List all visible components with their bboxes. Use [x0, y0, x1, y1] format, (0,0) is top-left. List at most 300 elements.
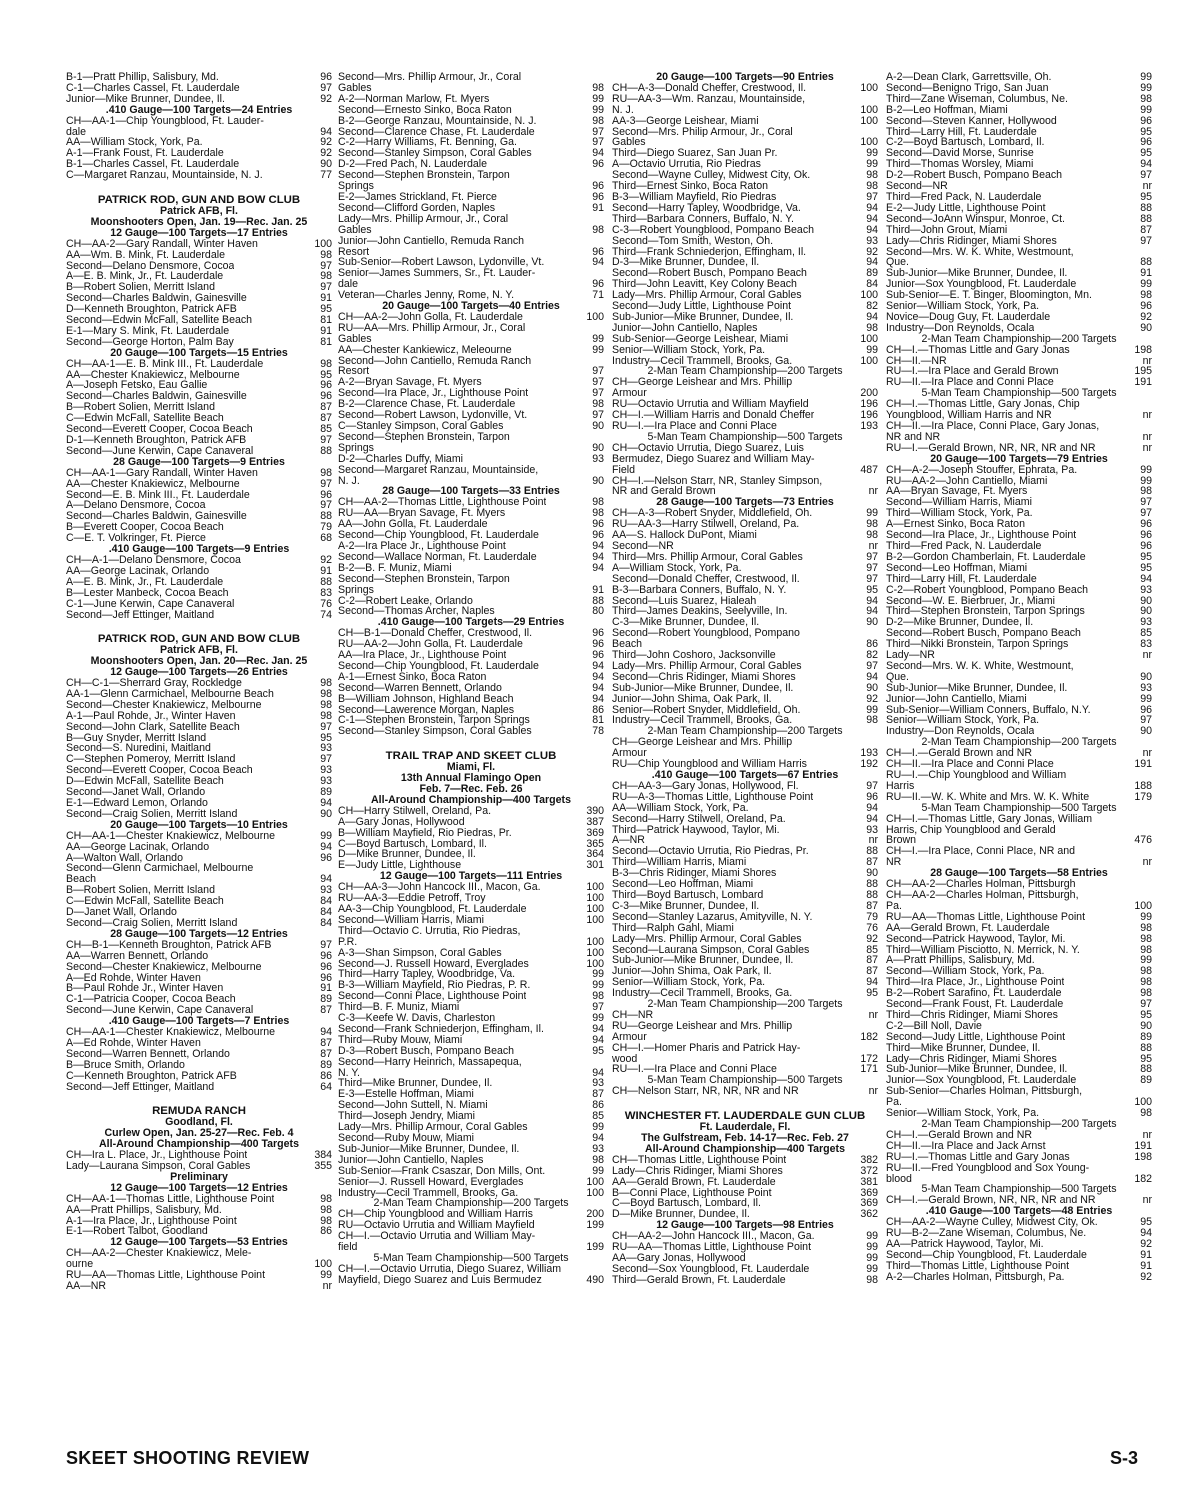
- score: 94: [866, 606, 878, 618]
- shooter-name: Mayfield, Diego Suarez and Luis Bermudez: [338, 1274, 542, 1286]
- result-row: [886, 410, 1152, 421]
- score: 96: [320, 852, 332, 864]
- result-row: [338, 203, 604, 214]
- shooter-name: Second—Warren Bennett, Orlando: [338, 682, 502, 694]
- result-row: [886, 1097, 1152, 1108]
- result-row: [612, 519, 878, 530]
- result-row: [612, 923, 878, 934]
- result-row: [886, 421, 1152, 432]
- score: 100: [586, 882, 604, 894]
- result-row: [338, 1242, 604, 1253]
- score: 100: [586, 936, 604, 948]
- result-row: [66, 170, 332, 181]
- score: 99: [866, 1242, 878, 1253]
- score: 99: [1140, 72, 1152, 83]
- result-row: [338, 1100, 604, 1111]
- event-heading: .410 Gauge—100 Targets—7 Entries: [108, 1016, 290, 1028]
- result-row: [338, 268, 604, 279]
- score: 91: [592, 584, 604, 596]
- event-heading: 2-Man Team Championship—200 Targets: [647, 726, 843, 738]
- score: 96: [592, 246, 604, 258]
- shooter-name: RU—George Leishear and Mrs. Phillip: [612, 1020, 793, 1032]
- score: 96: [866, 791, 878, 803]
- shooter-name: Second—NR: [612, 540, 674, 552]
- shooter-name: C-3—Keefe W. Davis, Charleston: [338, 1013, 496, 1024]
- result-row: [66, 239, 332, 250]
- shooter-name: blood: [886, 1173, 912, 1185]
- result-row: [338, 181, 604, 192]
- score: 97: [1140, 170, 1152, 182]
- shooter-name: Second—Everett Cooper, Cocoa Beach: [66, 424, 253, 435]
- score: 90: [592, 421, 604, 432]
- result-row: [886, 127, 1152, 138]
- score: 93: [320, 765, 332, 777]
- result-row: [66, 116, 332, 127]
- result-row: [338, 519, 604, 530]
- shooter-name: Second—Mrs. Phillip Armour, Jr., Coral: [338, 72, 522, 83]
- result-row: [66, 1071, 332, 1082]
- result-row: [66, 1248, 332, 1259]
- result-row: [612, 356, 878, 367]
- score: 100: [586, 893, 604, 904]
- shooter-name: AA—John Golla, Ft. Lauderdale: [338, 519, 488, 531]
- score: 94: [866, 595, 878, 607]
- shooter-name: Second—Chip Youngblood, Ft. Lauderdale: [338, 660, 539, 672]
- shooter-name: RU—I.—Chip Youngblood and William: [886, 770, 1067, 781]
- result-row: [612, 1021, 878, 1032]
- result-row: [66, 1060, 332, 1071]
- score: 79: [866, 911, 878, 923]
- shooter-name: Third—James Deakins, Seelyville, In.: [612, 606, 788, 618]
- score: 96: [592, 181, 604, 192]
- result-row: [338, 1068, 604, 1079]
- result-row: [886, 1163, 1152, 1174]
- event-heading: 5-Man Team Championship—500 Targets: [921, 1184, 1117, 1196]
- shooter-name: C—Edwin McFall, Satellite Beach: [66, 896, 224, 908]
- shooter-name: B-2—Clarence Chase, Ft. Lauderdale: [338, 399, 516, 411]
- result-row: [66, 293, 332, 304]
- score: 85: [320, 424, 332, 435]
- event-heading: 5-Man Team Championship—500 Targets: [373, 1252, 569, 1264]
- score: 88: [1140, 202, 1152, 214]
- shooter-name: Third—Frank Schniederjon, Effingham, Il.: [612, 246, 807, 258]
- score: 98: [1140, 933, 1152, 945]
- score: 95: [866, 988, 878, 1000]
- result-row: [66, 380, 332, 391]
- shooter-name: RU—I.—Ira Place and Conni Place: [612, 421, 777, 432]
- result-row: [612, 781, 878, 792]
- result-row: [66, 511, 332, 522]
- score: 84: [320, 896, 332, 908]
- result-row: [338, 1166, 604, 1177]
- score: 91: [592, 202, 604, 214]
- shooter-name: C-1—June Kerwin, Cape Canaveral: [66, 598, 235, 610]
- score: 92: [320, 93, 332, 105]
- score: 92: [1140, 1238, 1152, 1250]
- shooter-name: Brown: [886, 835, 917, 847]
- score: 97: [592, 137, 604, 149]
- shooter-name: Second—Craig Solien, Merritt Island: [66, 917, 238, 929]
- result-row: [612, 83, 878, 94]
- shooter-name: RU—AA-2—John Golla, Ft. Lauderdale: [338, 639, 523, 651]
- score: 86: [320, 1226, 332, 1238]
- event-heading: Goodland, Fl.: [165, 1117, 233, 1129]
- score: 96: [320, 961, 332, 973]
- result-row: [338, 817, 604, 828]
- score: 99: [320, 830, 332, 842]
- result-row: [612, 792, 878, 803]
- score: 88: [866, 846, 878, 858]
- shooter-name: Sub-Senior—Robert Lawson, Lydonville, Vt.: [338, 257, 545, 269]
- score: 98: [592, 508, 604, 520]
- event-heading: 13th Annual Flamingo Open: [400, 773, 542, 784]
- shooter-name: Senior—James Summers, Sr., Ft. Lauder-: [338, 268, 536, 280]
- score: 81: [320, 336, 332, 348]
- result-row: [612, 650, 878, 661]
- score: 98: [1140, 486, 1152, 498]
- result-row: [338, 421, 604, 432]
- shooter-name: Second—Stanley Lazarus, Amityville, N. Y.: [612, 911, 813, 923]
- result-row: [338, 345, 604, 356]
- result-row: [612, 541, 878, 552]
- shooter-name: Beach: [612, 639, 643, 651]
- score: 93: [1140, 682, 1152, 694]
- shooter-name: Bermudez, Diego Suarez and William May-: [612, 453, 815, 465]
- shooter-name: Second—Judy Little, Lighthouse Point: [612, 301, 792, 312]
- result-row: [338, 849, 604, 860]
- section-spacer: [66, 181, 332, 195]
- result-row: [338, 454, 604, 465]
- result-row: [338, 388, 604, 399]
- shooter-name: C-1—Patricia Cooper, Cocoa Beach: [66, 994, 236, 1006]
- result-row: [612, 214, 878, 225]
- result-row: [886, 1174, 1152, 1185]
- score: 98: [592, 1154, 604, 1166]
- shooter-name: Lady—Mrs. Phillip Armour, Coral Gables: [338, 1122, 528, 1133]
- shooter-name: Second—Chip Youngblood, Ft. Lauderdale: [338, 530, 539, 541]
- shooter-name: D-1—Kenneth Broughton, Patrick AFB: [66, 435, 247, 446]
- result-row: [612, 672, 878, 683]
- result-row: [66, 1205, 332, 1216]
- score: 98: [866, 170, 878, 182]
- result-row: [612, 279, 878, 290]
- event-heading: 2-Man Team Championship—200 Targets: [921, 737, 1117, 749]
- score: 99: [1140, 82, 1152, 94]
- result-row: [66, 983, 332, 994]
- shooter-name: B-3—Barbara Conners, Buffalo, N. Y.: [612, 584, 787, 596]
- score: 99: [1140, 693, 1152, 705]
- shooter-name: Third—Mike Brunner, Dundee, Il.: [338, 1078, 493, 1090]
- shooter-name: C-1—Charles Cassel, Ft. Lauderdale: [66, 82, 240, 94]
- result-row: [338, 497, 604, 508]
- score: 94: [592, 1023, 604, 1035]
- shooter-name: Second—Leo Hoffman, Miami: [612, 879, 754, 890]
- event-heading: 12 Gauge—100 Targets—111 Entries: [379, 871, 563, 883]
- score: 86: [866, 639, 878, 651]
- score: 98: [320, 1193, 332, 1205]
- score: 97: [320, 939, 332, 951]
- score: 476: [1134, 835, 1152, 847]
- score: 89: [1140, 1075, 1152, 1087]
- result-row: [612, 683, 878, 694]
- score: 99: [320, 1270, 332, 1281]
- score: nr: [1142, 748, 1152, 760]
- result-row: [886, 137, 1152, 148]
- result-row: [66, 500, 332, 511]
- result-row: [612, 868, 878, 879]
- score: 99: [1140, 464, 1152, 476]
- result-row: [886, 934, 1152, 945]
- score: 97: [592, 377, 604, 389]
- shooter-name: Sub-Senior—Charles Holman, Pittsburgh,: [886, 1086, 1083, 1098]
- shooter-name: CH—A-2—Joseph Stouffer, Ephrata, Pa.: [886, 464, 1078, 476]
- event-heading: 28 Gauge—100 Targets—73 Entries: [656, 497, 834, 509]
- score: 90: [320, 808, 332, 820]
- club-heading: REMUDA RANCH: [152, 1106, 246, 1118]
- shooter-name: Third—Fred Pack, N. Lauderdale: [886, 540, 1042, 552]
- result-row: [66, 1194, 332, 1205]
- shooter-name: B—Robert Solien, Merritt Island: [66, 402, 215, 414]
- shooter-name: Que.: [886, 257, 909, 269]
- shooter-name: Third—Nikki Bronstein, Tarpon Springs: [886, 639, 1069, 651]
- score: nr: [1142, 1195, 1152, 1207]
- score: 97: [866, 551, 878, 563]
- result-row: [886, 508, 1152, 519]
- shooter-name: B—Paul Rohde Jr., Winter Haven: [66, 983, 224, 995]
- shooter-name: AA—Patrick Haywood, Taylor, Mi.: [886, 1238, 1044, 1250]
- score: 85: [1140, 628, 1152, 640]
- shooter-name: A-1—Ernest Sinko, Boca Raton: [338, 671, 487, 683]
- shooter-name: Second—W. E. Bierbruer, Jr., Miami: [886, 595, 1055, 607]
- result-row: [338, 650, 604, 661]
- score: 93: [866, 235, 878, 247]
- score: 91: [1140, 1249, 1152, 1261]
- shooter-name: E-1—Mary S. Mink, Ft. Lauderdale: [66, 325, 230, 337]
- result-row: [66, 798, 332, 809]
- shooter-name: B-3—William Mayfield, Rio Piedras: [612, 191, 777, 203]
- result-row: [886, 1064, 1152, 1075]
- shooter-name: Second—William Harris, Miami: [886, 497, 1032, 509]
- result-row: [338, 628, 604, 639]
- event-heading: 12 Gauge—100 Targets—98 Entries: [656, 1220, 834, 1232]
- score: 191: [1134, 377, 1152, 389]
- score: nr: [1142, 410, 1152, 421]
- result-row: [886, 105, 1152, 116]
- shooter-name: D-2—Mike Brunner, Dundee, Il.: [886, 617, 1034, 629]
- result-row: [886, 377, 1152, 388]
- shooter-name: Sub-Senior—William Conners, Buffalo, N.Y.: [886, 704, 1091, 716]
- score: 301: [586, 860, 604, 872]
- score: 96: [320, 950, 332, 962]
- shooter-name: D—Mike Brunner, Dundee, Il.: [612, 1209, 750, 1221]
- result-row: [338, 225, 604, 236]
- result-row: [338, 606, 604, 617]
- result-row: [66, 700, 332, 711]
- result-row: [612, 1064, 878, 1075]
- result-row: [886, 923, 1152, 934]
- result-row: [338, 585, 604, 596]
- shooter-name: Third—Ernest Sinko, Boca Raton: [612, 181, 769, 192]
- score: 85: [592, 1111, 604, 1123]
- shooter-name: RU—I.—Ira Place and Conni Place: [612, 1064, 777, 1076]
- shooter-name: Industry—Don Reynolds, Ocala: [886, 322, 1035, 334]
- result-row: [612, 890, 878, 901]
- result-row: [612, 966, 878, 977]
- score: 89: [320, 1059, 332, 1071]
- result-row: [886, 1141, 1152, 1152]
- shooter-name: A—Octavio Urrutia, Rio Piedras: [612, 159, 761, 171]
- result-row: [612, 116, 878, 127]
- shooter-name: RU—AA—Mrs. Phillip Armour, Jr., Coral: [338, 322, 526, 334]
- score: 100: [586, 903, 604, 915]
- shooter-name: Third—Larry Hill, Ft. Lauderdale: [886, 126, 1037, 138]
- event-heading: 2-Man Team Championship—200 Targets: [373, 1198, 569, 1210]
- shooter-name: dale: [66, 126, 87, 138]
- shooter-name: Second—Charles Baldwin, Gainesville: [66, 511, 247, 523]
- result-row: [66, 522, 332, 533]
- shooter-name: D—Mike Brunner, Dundee, Il.: [338, 849, 476, 861]
- score: 91: [320, 293, 332, 305]
- result-row: [66, 711, 332, 722]
- score: 93: [1140, 584, 1152, 596]
- result-row: [886, 1195, 1152, 1206]
- shooter-name: Senior—William Stock, York, Pa.: [886, 1108, 1040, 1119]
- result-row: [886, 617, 1152, 628]
- score: 93: [320, 743, 332, 755]
- event-heading: Patrick AFB, Fl.: [160, 205, 238, 217]
- shooter-name: Third—Harry Tapley, Woodbridge, Va.: [338, 969, 516, 981]
- event-heading: 28 Gauge—100 Targets—12 Entries: [110, 928, 288, 940]
- shooter-name: CH—I.—Octavio Urrutia and William May-: [338, 1231, 536, 1243]
- shooter-name: CH—B-1—Kenneth Broughton, Patrick AFB: [66, 939, 272, 951]
- result-row: [338, 1111, 604, 1122]
- score: 100: [586, 1176, 604, 1188]
- event-heading: 5-Man Team Championship—500 Targets: [921, 388, 1117, 400]
- shooter-name: Third—Ruby Mouw, Miami: [338, 1034, 463, 1046]
- result-row: [338, 683, 604, 694]
- shooter-name: CH—AA-1—Chip Youngblood, Ft. Lauder-: [66, 115, 264, 127]
- shooter-name: Third—Stephen Bronstein, Tarpon Springs: [886, 606, 1085, 618]
- result-row: [886, 705, 1152, 716]
- result-row: [612, 247, 878, 258]
- result-row: [886, 345, 1152, 356]
- result-row: [886, 443, 1152, 454]
- score: 369: [860, 1198, 878, 1210]
- score: 86: [592, 1100, 604, 1112]
- result-row: [612, 846, 878, 857]
- score: 97: [320, 82, 332, 94]
- result-row: [66, 896, 332, 907]
- result-row: [612, 94, 878, 105]
- result-row: [612, 257, 878, 268]
- shooter-name: Sub-Junior—Mike Brunner, Dundee, Il.: [886, 682, 1068, 694]
- score: 94: [320, 798, 332, 809]
- result-row: [338, 1002, 604, 1013]
- result-row: [886, 1054, 1152, 1065]
- score: 98: [1140, 1108, 1152, 1119]
- score: 98: [866, 530, 878, 541]
- shooter-name: Sub-Junior—Mike Brunner, Dundee, Il.: [338, 1143, 520, 1155]
- score: nr: [1142, 181, 1152, 192]
- club-heading: WINCHESTER FT. LAUDERDALE GUN CLUB: [624, 1111, 866, 1123]
- result-row: [612, 879, 878, 890]
- result-row: [66, 261, 332, 272]
- result-row: [886, 792, 1152, 803]
- result-row: [612, 345, 878, 356]
- result-row: [66, 994, 332, 1005]
- shooter-name: D—Edwin McFall, Satellite Beach: [66, 776, 224, 788]
- score: 193: [860, 421, 878, 432]
- result-row: [886, 159, 1152, 170]
- result-row: [612, 955, 878, 966]
- score: 94: [866, 213, 878, 225]
- club-heading: PATRICK ROD, GUN AND BOW CLUB: [97, 634, 301, 646]
- result-row: [338, 83, 604, 94]
- club-heading: TRAIL TRAP AND SKEET CLUB: [385, 751, 557, 763]
- shooter-name: Sub-Junior—Mike Brunner, Dundee, Il.: [612, 955, 794, 967]
- score: 98: [1140, 944, 1152, 956]
- shooter-name: Second—Frank Foust, Ft. Lauderdale: [886, 999, 1064, 1010]
- result-row: [886, 781, 1152, 792]
- shooter-name: E-2—James Strickland, Ft. Pierce: [338, 191, 497, 203]
- result-row: [886, 955, 1152, 966]
- result-row: [66, 863, 332, 874]
- score: 362: [860, 1209, 878, 1221]
- score: 68: [320, 533, 332, 545]
- score: 94: [592, 551, 604, 563]
- shooter-name: Gables: [338, 333, 372, 345]
- score: 91: [1140, 1260, 1152, 1272]
- result-row: [66, 1259, 332, 1270]
- shooter-name: Third—Joseph Jendry, Miami: [338, 1111, 475, 1123]
- score: 98: [1140, 93, 1152, 105]
- score: 200: [860, 388, 878, 400]
- result-row: [338, 574, 604, 585]
- shooter-name: CH—A-1—Delano Densmore, Cocoa: [66, 554, 241, 566]
- result-row: [612, 574, 878, 585]
- result-row: [338, 1177, 604, 1188]
- shooter-name: Second—John Cantiello, Remuda Ranch: [338, 355, 532, 367]
- score: 87: [1140, 224, 1152, 236]
- shooter-name: Third—Boyd Bartusch, Lombard: [612, 889, 764, 901]
- result-row: [338, 694, 604, 705]
- shooter-name: CH—I.—Gerald Brown, NR, NR, NR and NR: [886, 1195, 1096, 1207]
- result-row: [612, 290, 878, 301]
- result-row: [886, 301, 1152, 312]
- result-row: [886, 694, 1152, 705]
- score: 97: [866, 573, 878, 585]
- shooter-name: Junior—Sox Youngblood, Ft. Lauderdale: [886, 279, 1077, 291]
- score: 99: [1140, 475, 1152, 487]
- result-row: [886, 225, 1152, 236]
- result-row: [338, 991, 604, 1002]
- result-row: [612, 748, 878, 759]
- score: 93: [592, 1078, 604, 1090]
- result-row: [66, 479, 332, 490]
- shooter-name: Senior—William Stock, York, Pa.: [886, 301, 1040, 312]
- score: 79: [320, 522, 332, 534]
- shooter-name: B—Lester Manbeck, Cocoa Beach: [66, 587, 229, 599]
- result-row: [886, 541, 1152, 552]
- shooter-name: AA—Gary Jonas, Hollywood: [612, 1252, 746, 1264]
- result-row: [338, 1209, 604, 1220]
- score: 74: [320, 609, 332, 621]
- shooter-name: AA-3—George Leishear, Miami: [612, 115, 759, 127]
- shooter-name: Junior—John Cantiello, Naples: [612, 322, 758, 334]
- result-row: [338, 214, 604, 225]
- shooter-name: Second—Donald Cheffer, Crestwood, Il.: [612, 573, 800, 585]
- result-row: [66, 610, 332, 621]
